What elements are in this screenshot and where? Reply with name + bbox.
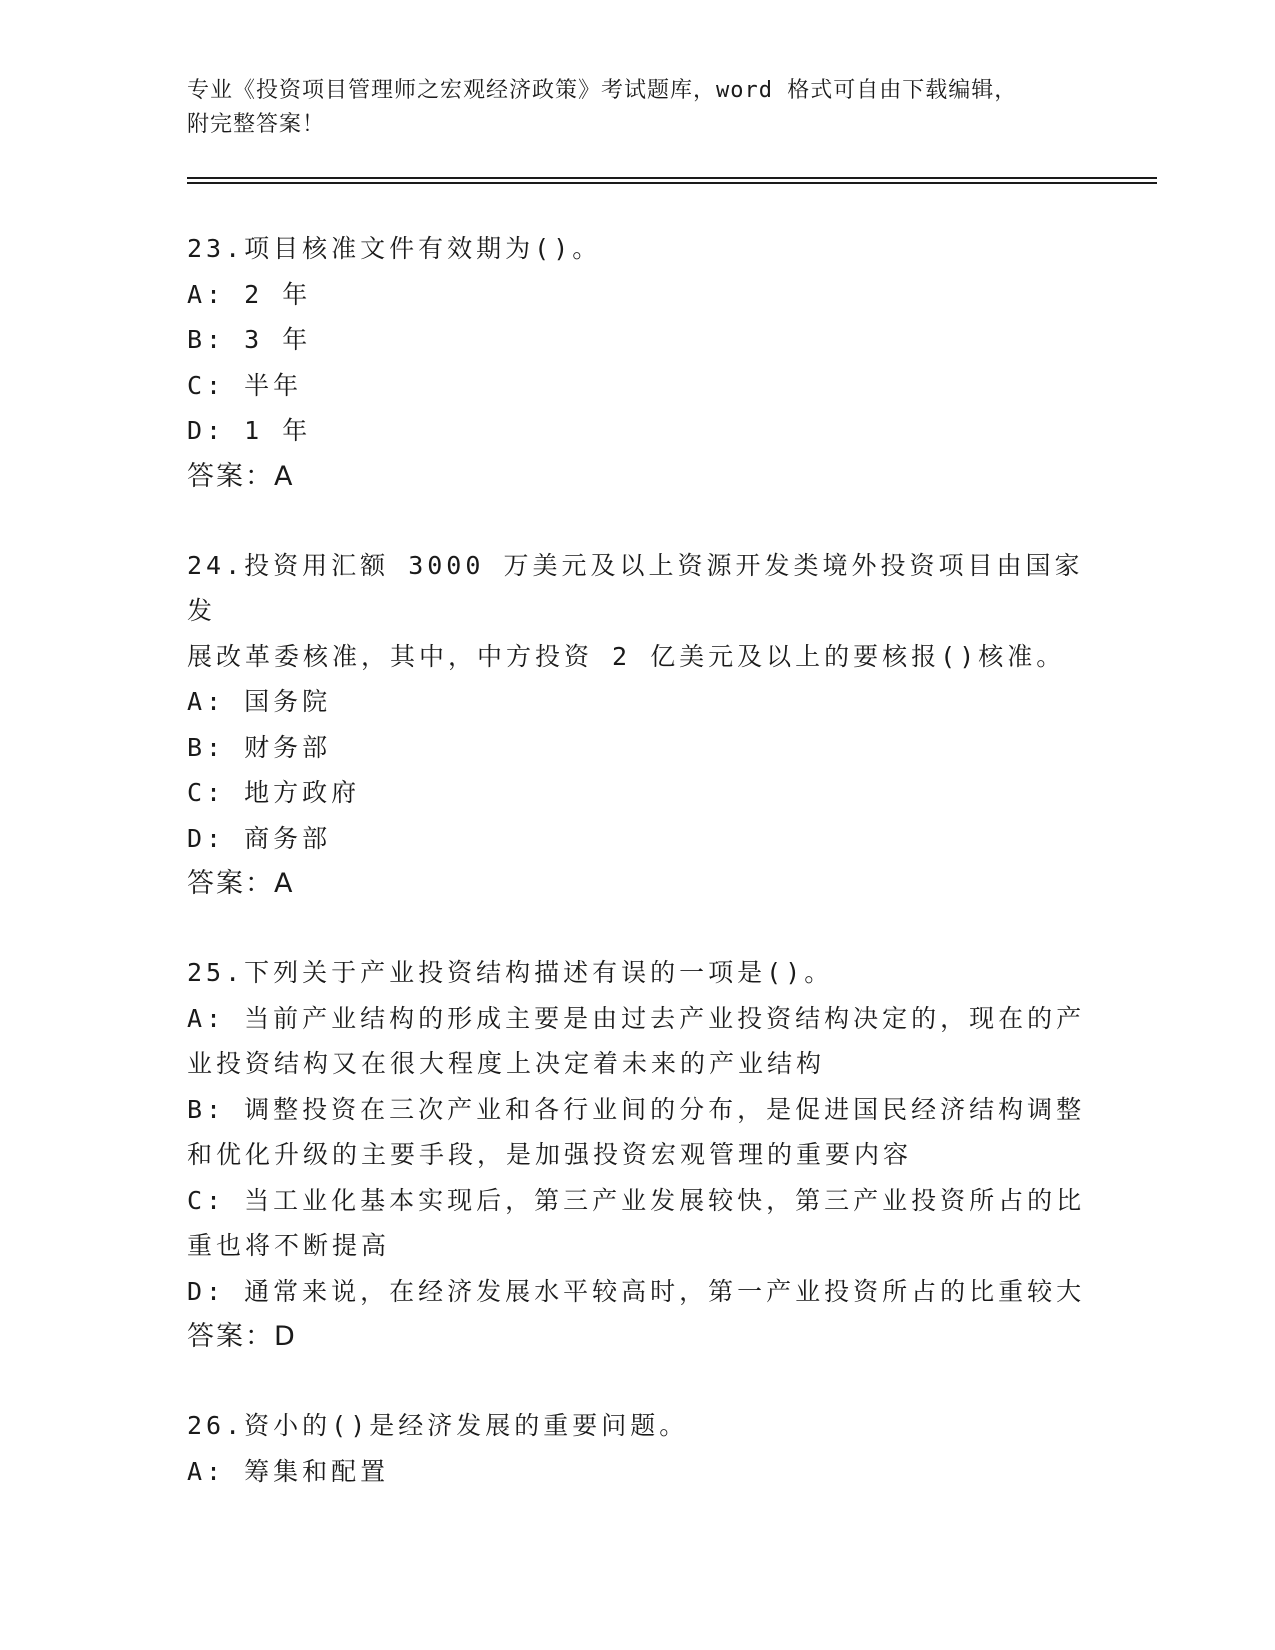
question-option: B: 调整投资在三次产业和各行业间的分布，是促进国民经济结构调整 — [187, 1094, 1086, 1124]
question-stem: 展改革委核准，其中，中方投资 2 亿美元及以上的要核报()核准。 — [187, 641, 1066, 671]
header-divider-bottom — [187, 182, 1157, 184]
answer-key: 答案：A — [187, 460, 295, 492]
question-option: A: 当前产业结构的形成主要是由过去产业投资结构决定的，现在的产 — [187, 1003, 1086, 1033]
question-option: 和优化升级的主要手段，是加强投资宏观管理的重要内容 — [187, 1140, 913, 1169]
question-option: 业投资结构又在很大程度上决定着未来的产业结构 — [187, 1049, 826, 1078]
answer-key: 答案：D — [187, 1321, 297, 1352]
document-header — [187, 74, 1047, 142]
question-option: B: 3 年 — [187, 325, 312, 354]
question-option: A: 2 年 — [187, 279, 312, 309]
question-option: A: 筹集和配置 — [187, 1456, 390, 1486]
question-block — [187, 226, 1087, 499]
question-stem: 26.资小的()是经济发展的重要问题。 — [187, 1411, 689, 1440]
question-block — [187, 543, 1087, 907]
question-stem: 25.下列关于产业投资结构描述有误的一项是()。 — [187, 958, 834, 987]
question-option: A: 国务院 — [187, 687, 332, 716]
question-option: D: 商务部 — [187, 823, 332, 853]
header-line-2: 附完整答案！ — [187, 112, 326, 137]
question-option: B: 财务部 — [187, 732, 332, 762]
question-block — [187, 950, 1087, 1359]
header-line-1: 专业《投资项目管理师之宏观经济政策》考试题库，word 格式可自由下载编辑， — [187, 78, 1018, 103]
question-option: 重也将不断提高 — [187, 1231, 391, 1260]
answer-key: 答案：A — [187, 868, 295, 899]
question-option: D: 1 年 — [187, 416, 312, 445]
header-divider-top — [187, 177, 1157, 179]
question-stem: 24.投资用汇额 3000 万美元及以上资源开发类境外投资项目由国家发 — [187, 550, 1084, 625]
question-list — [187, 226, 1087, 1538]
question-stem: 23.项目核准文件有效期为()。 — [187, 234, 602, 263]
question-option: C: 半年 — [187, 370, 303, 400]
question-option: D: 通常来说，在经济发展水平较高时，第一产业投资所占的比重较大 — [187, 1276, 1086, 1306]
question-option: C: 地方政府 — [187, 778, 361, 807]
question-block — [187, 1403, 1087, 1494]
question-option: C: 当工业化基本实现后，第三产业发展较快，第三产业投资所占的比 — [187, 1185, 1086, 1215]
